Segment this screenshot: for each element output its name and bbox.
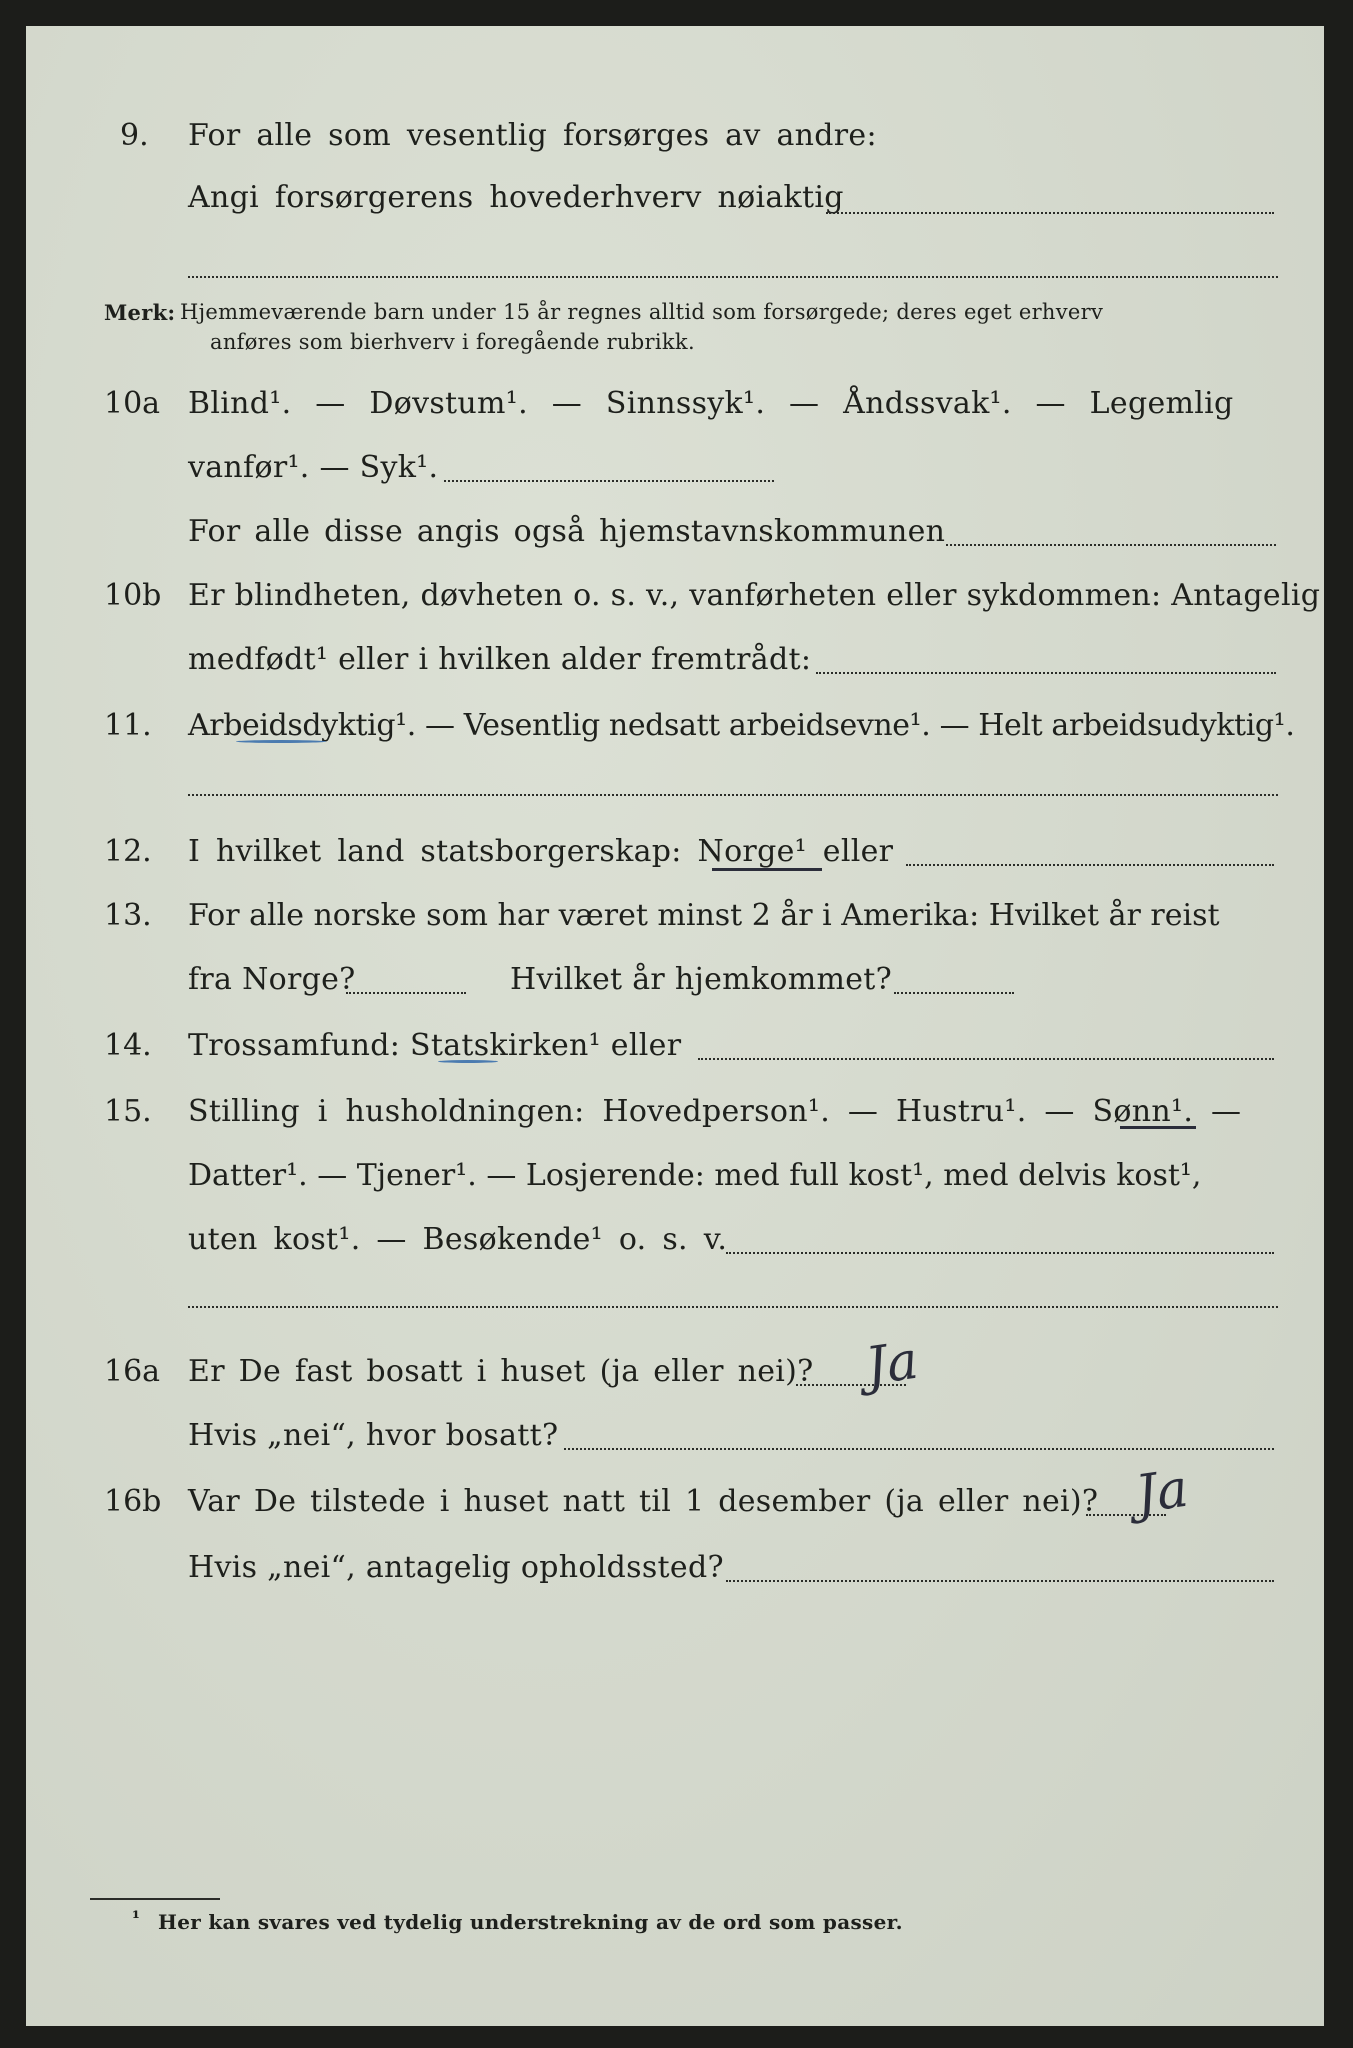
- q10a-line1: Blind¹. — Døvstum¹. — Sinnssyk¹. — Åndssvak¹. — Legemlig: [188, 386, 1234, 421]
- q13-line2a: fra Norge?: [188, 962, 356, 997]
- q10a-answer-line: [444, 480, 774, 482]
- q9-answer-line-2: [188, 276, 1278, 278]
- q16a-number: 16a: [104, 1354, 161, 1389]
- merk-label: Merk:: [104, 300, 176, 325]
- q15-answer-line: [726, 1252, 1274, 1254]
- q15-line2: Datter¹. — Tjener¹. — Losjerende: med full kost¹, med delvis kost¹,: [188, 1158, 1202, 1193]
- merk-line2: anføres som bierhverv i foregående rubrikk.: [210, 330, 695, 354]
- q14-pen-mark: [438, 1060, 498, 1063]
- q9-line2: Angi forsørgerens hovederhverv nøiaktig: [188, 180, 844, 215]
- q10a-line2: vanfør¹. — Syk¹.: [188, 450, 439, 485]
- q12-line1: I hvilket land statsborgerskap: Norge¹ eller: [188, 834, 894, 869]
- census-form-page: [26, 26, 1324, 2026]
- q10b-answer-line: [816, 672, 1276, 674]
- q12-norge-underline: [712, 868, 822, 871]
- q15-line1: Stilling i husholdningen: Hovedperson¹. — Hustru¹. — Sønn¹. —: [188, 1094, 1242, 1129]
- q11-answer-line: [188, 794, 1278, 796]
- q15-sonn-underline: [1120, 1126, 1196, 1129]
- q16a-line2: Hvis „nei“, hvor bosatt?: [188, 1418, 559, 1453]
- q16b-number: 16b: [104, 1484, 162, 1519]
- q11-pen-mark: [236, 740, 326, 743]
- q10b-number: 10b: [104, 578, 162, 613]
- q13-reist-line: [346, 992, 466, 994]
- q12-answer-line: [906, 864, 1274, 866]
- q13-number: 13.: [104, 898, 152, 933]
- q16a-handwritten-answer: Ja: [862, 1330, 922, 1398]
- q9-number: 9.: [120, 118, 149, 153]
- q14-line1: Trossamfund: Statskirken¹ eller: [188, 1028, 682, 1063]
- q14-number: 14.: [104, 1028, 152, 1063]
- q11-number: 11.: [104, 708, 152, 743]
- q10a-line3: For alle disse angis også hjemstavnskommunen: [188, 514, 946, 549]
- q10b-line1: Er blindheten, døvheten o. s. v., vanførheten eller sykdommen: Antagelig: [188, 578, 1321, 613]
- q15-line3: uten kost¹. — Besøkende¹ o. s. v.: [188, 1222, 728, 1257]
- q16a-line1: Er De fast bosatt i huset (ja eller nei)?: [188, 1354, 814, 1389]
- q12-number: 12.: [104, 834, 152, 869]
- q9-answer-line: [826, 212, 1274, 214]
- q10a-number: 10a: [104, 386, 161, 421]
- q15-answer-line-2: [188, 1306, 1278, 1308]
- q10a-hjemstavn-line: [946, 544, 1276, 546]
- footnote-text: Her kan svares ved tydelig understrekning av de ord som passer.: [158, 1910, 903, 1934]
- q9-line1: For alle som vesentlig forsørges av andre:: [188, 118, 877, 153]
- footnote-rule: [90, 1898, 220, 1900]
- q13-hjemkommet-line: [894, 992, 1014, 994]
- q13-line2b: Hvilket år hjemkommet?: [510, 962, 893, 997]
- q16a-bosatt-line: [564, 1448, 1274, 1450]
- footnote-mark: ¹: [132, 1908, 141, 1929]
- q15-number: 15.: [104, 1094, 152, 1129]
- q16b-line2: Hvis „nei“, antagelig opholdssted?: [188, 1550, 724, 1585]
- q16b-handwritten-answer: Ja: [1132, 1458, 1192, 1526]
- q16b-opholdssted-line: [726, 1580, 1274, 1582]
- q10b-line2: medfødt¹ eller i hvilken alder fremtrådt:: [188, 642, 812, 677]
- merk-line1: Hjemmeværende barn under 15 år regnes alltid som forsørgede; deres eget erhverv: [180, 300, 1104, 324]
- q14-answer-line: [698, 1058, 1274, 1060]
- q16b-line1: Var De tilstede i huset natt til 1 desember (ja eller nei)?: [188, 1484, 1099, 1519]
- q13-line1: For alle norske som har været minst 2 år i Amerika: Hvilket år reist: [188, 898, 1220, 933]
- q11-line1: Arbeidsdyktig¹. — Vesentlig nedsatt arbeidsevne¹. — Helt arbeidsudyktig¹.: [188, 708, 1295, 743]
